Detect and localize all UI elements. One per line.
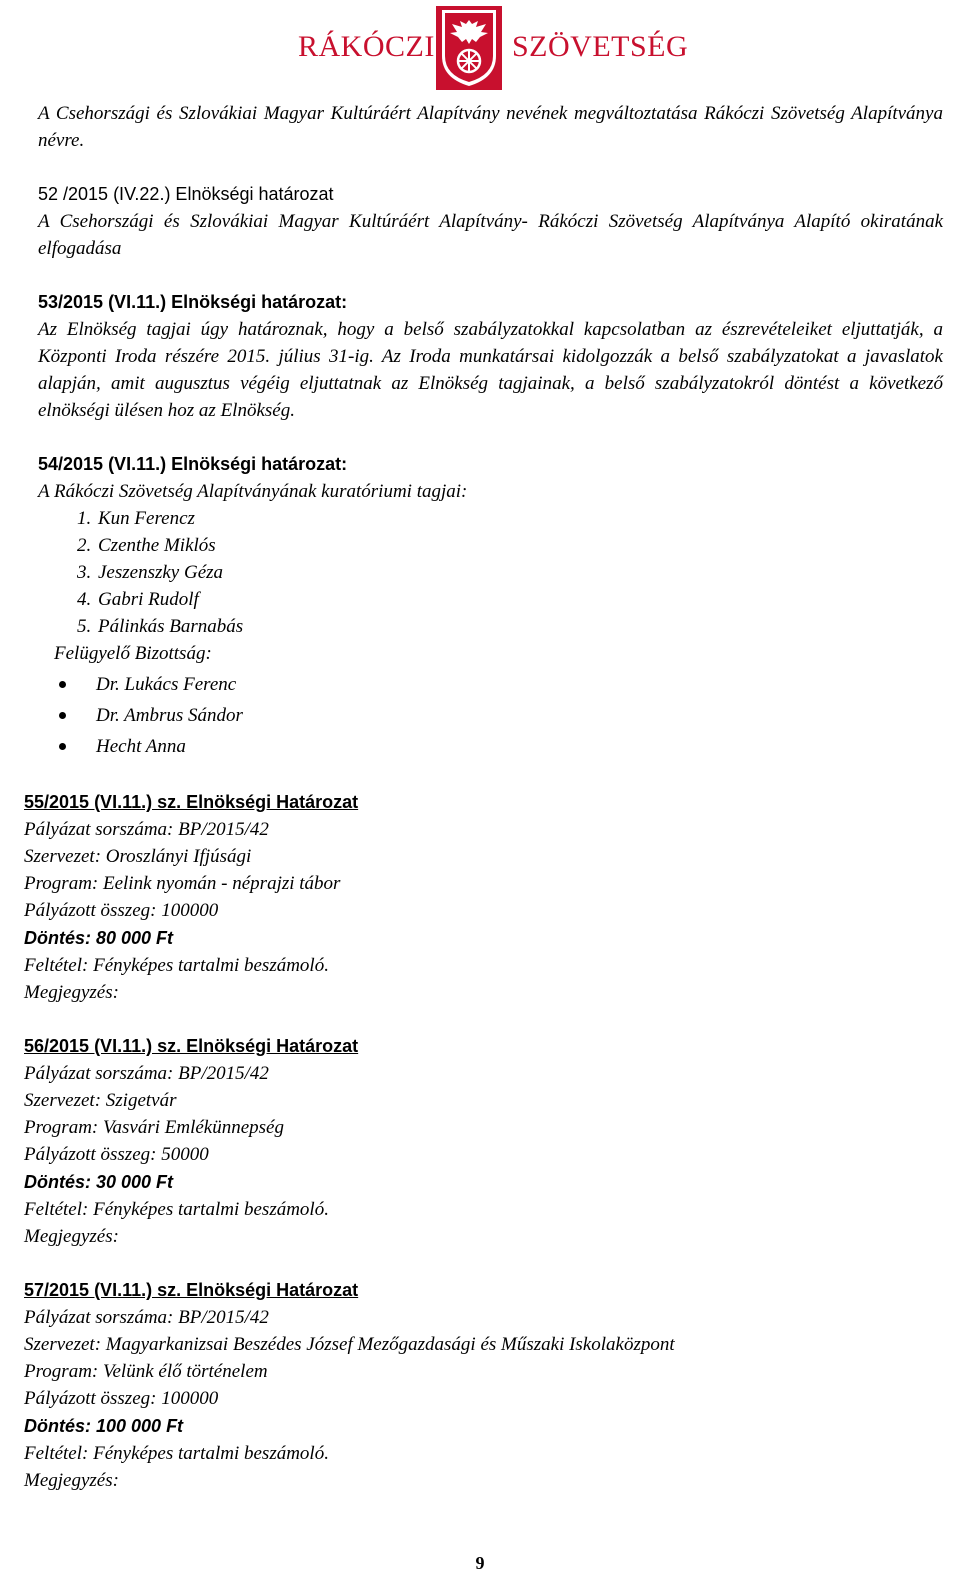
grant-resolution-57 — [24, 1276, 943, 1494]
list-item: 2. Czenthe Miklós — [96, 532, 943, 559]
grant-note: Megjegyzés: — [24, 1470, 119, 1491]
curatorium-list — [38, 505, 943, 640]
resolution-52-text: A Csehországi és Szlovákiai Magyar Kultúráért Alapítvány- Rákóczi Szövetség Alapítványa Alapító okiratának elfogadása — [38, 211, 943, 259]
supervisory-board-list — [38, 669, 943, 762]
grant-note: Megjegyzés: — [24, 1226, 119, 1247]
grant-condition: Feltétel: Fényképes tartalmi beszámoló. — [24, 1443, 329, 1464]
grant-amount: Pályázott összeg: 100000 — [24, 1388, 219, 1409]
grant-condition: Feltétel: Fényképes tartalmi beszámoló. — [24, 1199, 329, 1220]
page-header — [0, 6, 960, 90]
grant-id: Pályázat sorszáma: BP/2015/42 — [24, 1307, 269, 1328]
grant-condition: Feltétel: Fényképes tartalmi beszámoló. — [24, 955, 329, 976]
grant-organization: Szervezet: Szigetvár — [24, 1090, 177, 1111]
grant-amount: Pályázott összeg: 50000 — [24, 1144, 209, 1165]
list-item: 4. Gabri Rudolf — [96, 586, 943, 613]
grant-program: Program: Eelink nyomán - néprajzi tábor — [24, 873, 341, 894]
logo-text-right: SZÖVETSÉG — [512, 30, 689, 63]
grant-resolution-56 — [24, 1032, 943, 1250]
grant-decision: Döntés: 30 000 Ft — [24, 1172, 174, 1192]
supervisory-board-label: Felügyelő Bizottság: — [54, 643, 212, 664]
list-item: 3. Jeszenszky Géza — [96, 559, 943, 586]
grant-note: Megjegyzés: — [24, 982, 119, 1003]
list-item: Dr. Lukács Ferenc — [96, 669, 943, 700]
grant-title: 55/2015 (VI.11.) sz. Elnökségi Határozat — [24, 792, 359, 812]
document-body — [24, 100, 943, 1494]
grant-decision: Döntés: 80 000 Ft — [24, 928, 174, 948]
resolution-54-number: 54/2015 (VI.11.) Elnökségi határozat: — [38, 454, 348, 474]
grant-title: 57/2015 (VI.11.) sz. Elnökségi Határozat — [24, 1280, 359, 1300]
grant-decision: Döntés: 100 000 Ft — [24, 1416, 184, 1436]
resolution-52-number: 52 /2015 (IV.22.) Elnökségi határozat — [38, 184, 334, 204]
list-item: 5. Pálinkás Barnabás — [96, 613, 943, 640]
intro-title: A Csehországi és Szlovákiai Magyar Kultúráért Alapítvány nevének megváltoztatása Rákóczi Szövetség Alapítványa névre. — [38, 103, 943, 151]
resolution-53-number: 53/2015 (VI.11.) Elnökségi határozat: — [38, 292, 348, 312]
page-number: 9 — [475, 1553, 485, 1573]
grant-title: 56/2015 (VI.11.) sz. Elnökségi Határozat — [24, 1036, 359, 1056]
eagle-crest-icon — [436, 6, 502, 90]
resolution-54-intro: A Rákóczi Szövetség Alapítványának kuratóriumi tagjai: — [38, 481, 468, 502]
grant-id: Pályázat sorszáma: BP/2015/42 — [24, 819, 269, 840]
grant-program: Program: Vasvári Emlékünnepség — [24, 1117, 284, 1138]
grant-organization: Szervezet: Magyarkanizsai Beszédes József Mezőgazdasági és Műszaki Iskolaközpont — [24, 1334, 675, 1355]
grant-id: Pályázat sorszáma: BP/2015/42 — [24, 1063, 269, 1084]
logo-text-left: RÁKÓCZI — [298, 30, 435, 63]
resolution-53-text: Az Elnökség tagjai úgy határoznak, hogy a belső szabályzatokkal kapcsolatban az észrevételeiket eljuttatják, a Központi Iroda részére 2015. július 31-ig. Az Iroda munkatársai kidolgozzák a belső szabályzatokat a javaslatok alapján, amit augusztus végéig eljuttatnak az Elnökség tagjainak, a belső szabályzatokról döntést a következő elnökségi ülésen hoz az Elnökség. — [38, 319, 943, 421]
list-item: 1. Kun Ferencz — [96, 505, 943, 532]
list-item: Hecht Anna — [96, 731, 943, 762]
grant-program: Program: Velünk élő történelem — [24, 1361, 268, 1382]
list-item: Dr. Ambrus Sándor — [96, 700, 943, 731]
grant-resolution-55 — [24, 788, 943, 1006]
grant-amount: Pályázott összeg: 100000 — [24, 900, 219, 921]
grant-organization: Szervezet: Oroszlányi Ifjúsági — [24, 846, 252, 867]
